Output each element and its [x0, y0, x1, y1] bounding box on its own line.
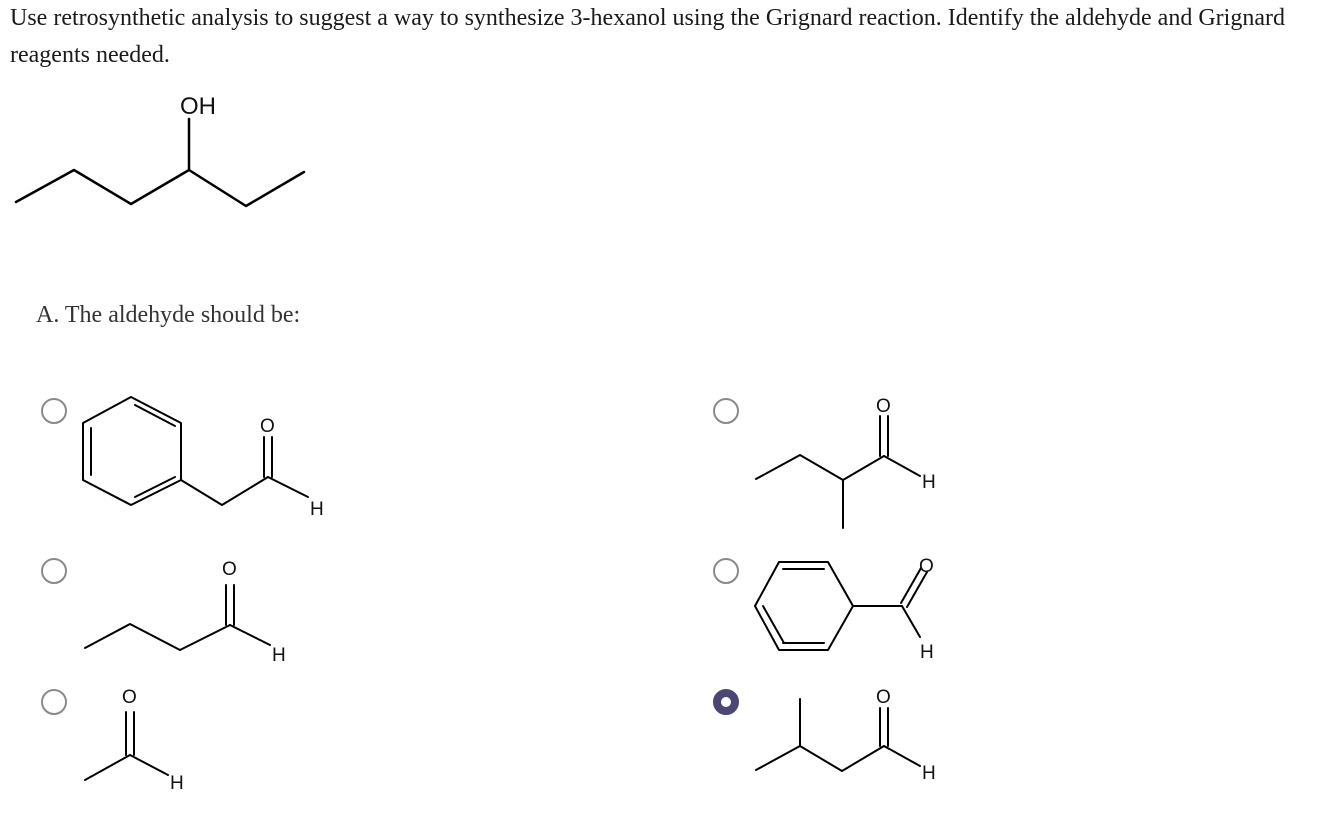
option-6-h-label: H	[922, 763, 936, 784]
option-radio-3[interactable]	[41, 558, 67, 584]
question-text: Use retrosynthetic analysis to suggest a way to synthesize 3-hexanol using the Grignard reaction. Identify the aldehyde and Grignard reagents needed.	[10, 5, 1285, 68]
option-3-o-label: O	[222, 559, 237, 580]
option-2-structure	[745, 390, 955, 535]
option-radio-5[interactable]	[41, 689, 67, 715]
option-1-h-label: H	[310, 499, 324, 520]
option-5-o-label: O	[122, 687, 137, 708]
target-molecule-structure	[0, 80, 330, 220]
option-2-h-label: H	[922, 472, 936, 493]
option-5-structure	[75, 683, 205, 793]
option-1-o-label: O	[260, 416, 275, 437]
option-4-o-label: O	[919, 556, 934, 577]
option-radio-6[interactable]	[713, 689, 739, 715]
option-2-o-label: O	[876, 396, 891, 417]
option-3-h-label: H	[272, 645, 286, 666]
option-radio-1[interactable]	[41, 398, 67, 424]
option-4-h-label: H	[920, 642, 934, 663]
option-radio-2[interactable]	[713, 398, 739, 424]
target-carbon-chain	[16, 170, 304, 206]
part-a-label: A. The aldehyde should be:	[36, 302, 301, 328]
option-1-structure	[70, 385, 340, 520]
option-4-structure	[745, 552, 955, 667]
option-5-h-label: H	[170, 773, 184, 793]
option-6-o-label: O	[876, 687, 891, 708]
option-radio-4[interactable]	[713, 558, 739, 584]
option-6-structure	[745, 683, 955, 793]
option-3-structure	[75, 552, 305, 667]
oh-label: OH	[180, 93, 216, 120]
